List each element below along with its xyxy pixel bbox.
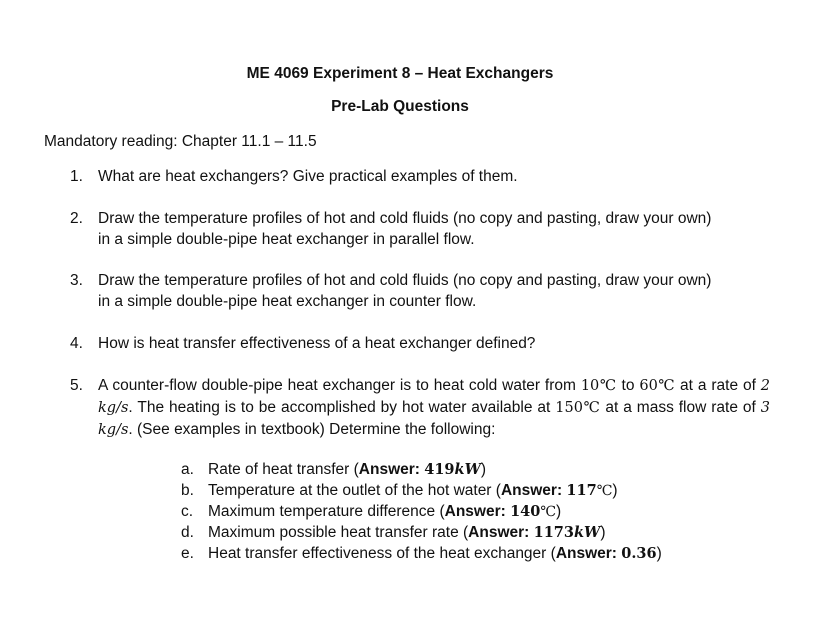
- question-line: Draw the temperature profiles of hot and cold fluids (no copy and pasting, draw your own): [98, 272, 712, 289]
- answer-value: 0.36: [621, 545, 657, 562]
- answer-label: Answer:: [500, 482, 567, 499]
- close-paren: ): [480, 461, 487, 478]
- subquestion-text: Rate of heat transfer (: [208, 461, 359, 478]
- question-number: 1.: [70, 168, 83, 185]
- answer-unit: kW: [573, 524, 601, 541]
- question-number: 2.: [70, 210, 83, 227]
- cold-inlet-temp: 10℃: [580, 378, 617, 394]
- subquestion-a: [181, 459, 781, 480]
- question-body: [98, 270, 770, 312]
- question-1: [70, 166, 770, 187]
- cold-outlet-temp: 60℃: [639, 378, 676, 394]
- subquestion-text: Maximum possible heat transfer rate (: [208, 524, 469, 541]
- answer-unit: ℃: [596, 483, 613, 499]
- subquestion-text: Heat transfer effectiveness of the heat exchanger (: [208, 545, 556, 562]
- question-line: in a simple double-pipe heat exchanger in parallel flow.: [98, 231, 475, 248]
- question-text: What are heat exchangers? Give practical examples of them.: [98, 168, 518, 185]
- question-body: [98, 375, 770, 441]
- close-paren: ): [600, 524, 606, 541]
- text-segment: to: [616, 377, 640, 394]
- close-paren: ): [656, 545, 662, 562]
- text-segment: at a rate of: [675, 377, 761, 394]
- subquestion-label: c.: [181, 503, 194, 520]
- question-line: Draw the temperature profiles of hot and cold fluids (no copy and pasting, draw your own): [98, 210, 712, 227]
- question-number: 4.: [70, 335, 83, 352]
- text-segment: . The heating is to be accomplished by hot water available at: [128, 399, 556, 416]
- question-body: [98, 208, 770, 250]
- document-title: ME 4069 Experiment 8 – Heat Exchangers: [246, 65, 554, 82]
- question-5: [70, 375, 770, 441]
- answer-value: 1173: [533, 524, 574, 541]
- document-subtitle: Pre-Lab Questions: [331, 98, 469, 115]
- answer-label: Answer:: [444, 503, 511, 520]
- question-text: How is heat transfer effectiveness of a heat exchanger defined?: [98, 335, 536, 352]
- question-line: in a simple double-pipe heat exchanger in counter flow.: [98, 293, 477, 310]
- subquestion-d: [181, 522, 781, 543]
- subquestion-label: e.: [181, 545, 194, 562]
- subquestion-label: d.: [181, 524, 194, 541]
- text-segment: . (See examples in textbook) Determine the following:: [128, 421, 496, 438]
- mandatory-reading: Mandatory reading: Chapter 11.1 – 11.5: [44, 133, 317, 150]
- answer-value: 419: [424, 461, 455, 478]
- answer-unit: ℃: [540, 504, 557, 520]
- cold-flow-rate: 2 kg/s: [98, 378, 771, 416]
- close-paren: ): [612, 482, 618, 499]
- answer-label: Answer:: [358, 461, 425, 478]
- subquestion-text: Maximum temperature difference (: [208, 503, 445, 520]
- question-3: [70, 270, 770, 312]
- question-number: 5.: [70, 377, 83, 394]
- subquestion-text: Temperature at the outlet of the hot water (: [208, 482, 501, 499]
- subquestion-c: [181, 501, 781, 523]
- answer-value: 117: [566, 482, 597, 499]
- answer-value: 140: [510, 503, 541, 520]
- hot-flow-rate: 3 kg/s: [98, 400, 770, 438]
- text-segment: A counter-flow double-pipe heat exchanger is to heat cold water from: [98, 377, 581, 394]
- hot-inlet-temp: 150℃: [555, 400, 601, 416]
- text-segment: at a mass flow rate of: [600, 399, 761, 416]
- subquestion-label: a.: [181, 461, 194, 478]
- answer-label: Answer:: [555, 545, 622, 562]
- close-paren: ): [556, 503, 562, 520]
- subquestion-b: [181, 480, 781, 502]
- question-number: 3.: [70, 272, 83, 289]
- subquestion-label: b.: [181, 482, 194, 499]
- question-4: [70, 333, 770, 354]
- question-2: [70, 208, 770, 250]
- subquestion-e: [181, 543, 781, 564]
- answer-label: Answer:: [468, 524, 534, 541]
- answer-unit: kW: [454, 461, 481, 478]
